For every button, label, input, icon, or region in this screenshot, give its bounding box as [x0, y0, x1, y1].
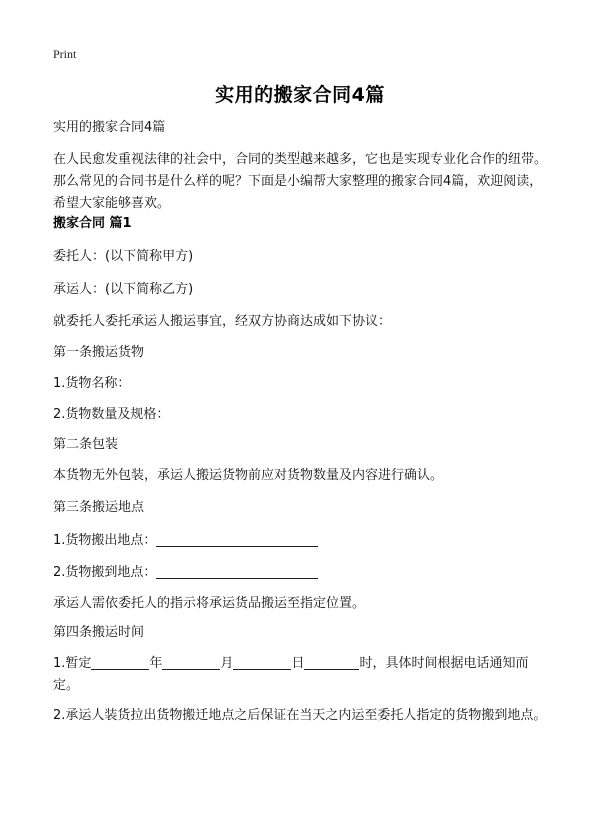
time-prefix: 1.暂定 — [53, 656, 92, 671]
goods-name-line: 1.货物名称： — [53, 376, 131, 391]
section-heading: 搬家合同 篇1 — [53, 216, 132, 231]
instruction-paragraph: 承运人需依委托人的指示将承运货品搬运至指定位置。 — [53, 596, 366, 611]
print-link[interactable]: Print — [53, 47, 77, 61]
dropoff-location-label: 2.货物搬到地点： — [53, 565, 157, 580]
packaging-paragraph: 本货物无外包装，承运人搬运货物前应对货物数量及内容进行确认。 — [53, 468, 444, 483]
carrier-line: 承运人：(以下简称乙方) — [53, 282, 194, 297]
dropoff-location-line — [53, 562, 553, 584]
month-label: 月 — [220, 656, 234, 671]
hour-blank — [304, 655, 359, 670]
year-label: 年 — [149, 656, 163, 671]
delivery-paragraph: 2.承运人装货拉出货物搬迁地点之后保证在当天之内运至委托人指定的货物搬到地点。 — [53, 708, 547, 723]
article-1-heading: 第一条搬运货物 — [53, 345, 145, 360]
document-subtitle: 实用的搬家合同4篇 — [53, 120, 166, 135]
day-label: 日 — [291, 656, 305, 671]
time-suffix: 时，具体时间根据电话通知而定。 — [53, 656, 529, 693]
article-3-heading: 第三条搬运地点 — [53, 500, 145, 515]
pickup-location-label: 1.货物搬出地点： — [53, 533, 157, 548]
document-title: 实用的搬家合同4篇 — [215, 84, 385, 106]
month-blank — [162, 655, 220, 670]
pickup-location-line — [53, 530, 553, 552]
dropoff-location-blank — [156, 564, 318, 579]
client-line: 委托人：(以下简称甲方) — [53, 249, 194, 264]
article-2-heading: 第二条包装 — [53, 437, 119, 452]
article-4-heading: 第四条搬运时间 — [53, 625, 145, 640]
time-paragraph — [53, 653, 553, 697]
year-blank — [91, 655, 149, 670]
goods-quantity-line: 2.货物数量及规格： — [53, 407, 170, 422]
intro-paragraph: 在人民愈发重视法律的社会中，合同的类型越来越多，它也是实现专业化合作的纽带。那么常见的合同书是什么样的呢？下面是小编帮大家整理的搬家合同4篇，欢迎阅读，希望大家能够喜欢。 — [53, 152, 548, 211]
day-blank — [233, 655, 291, 670]
agreement-line: 就委托人委托承运人搬运事宜，经双方协商达成如下协议： — [53, 314, 392, 329]
pickup-location-blank — [156, 532, 318, 547]
